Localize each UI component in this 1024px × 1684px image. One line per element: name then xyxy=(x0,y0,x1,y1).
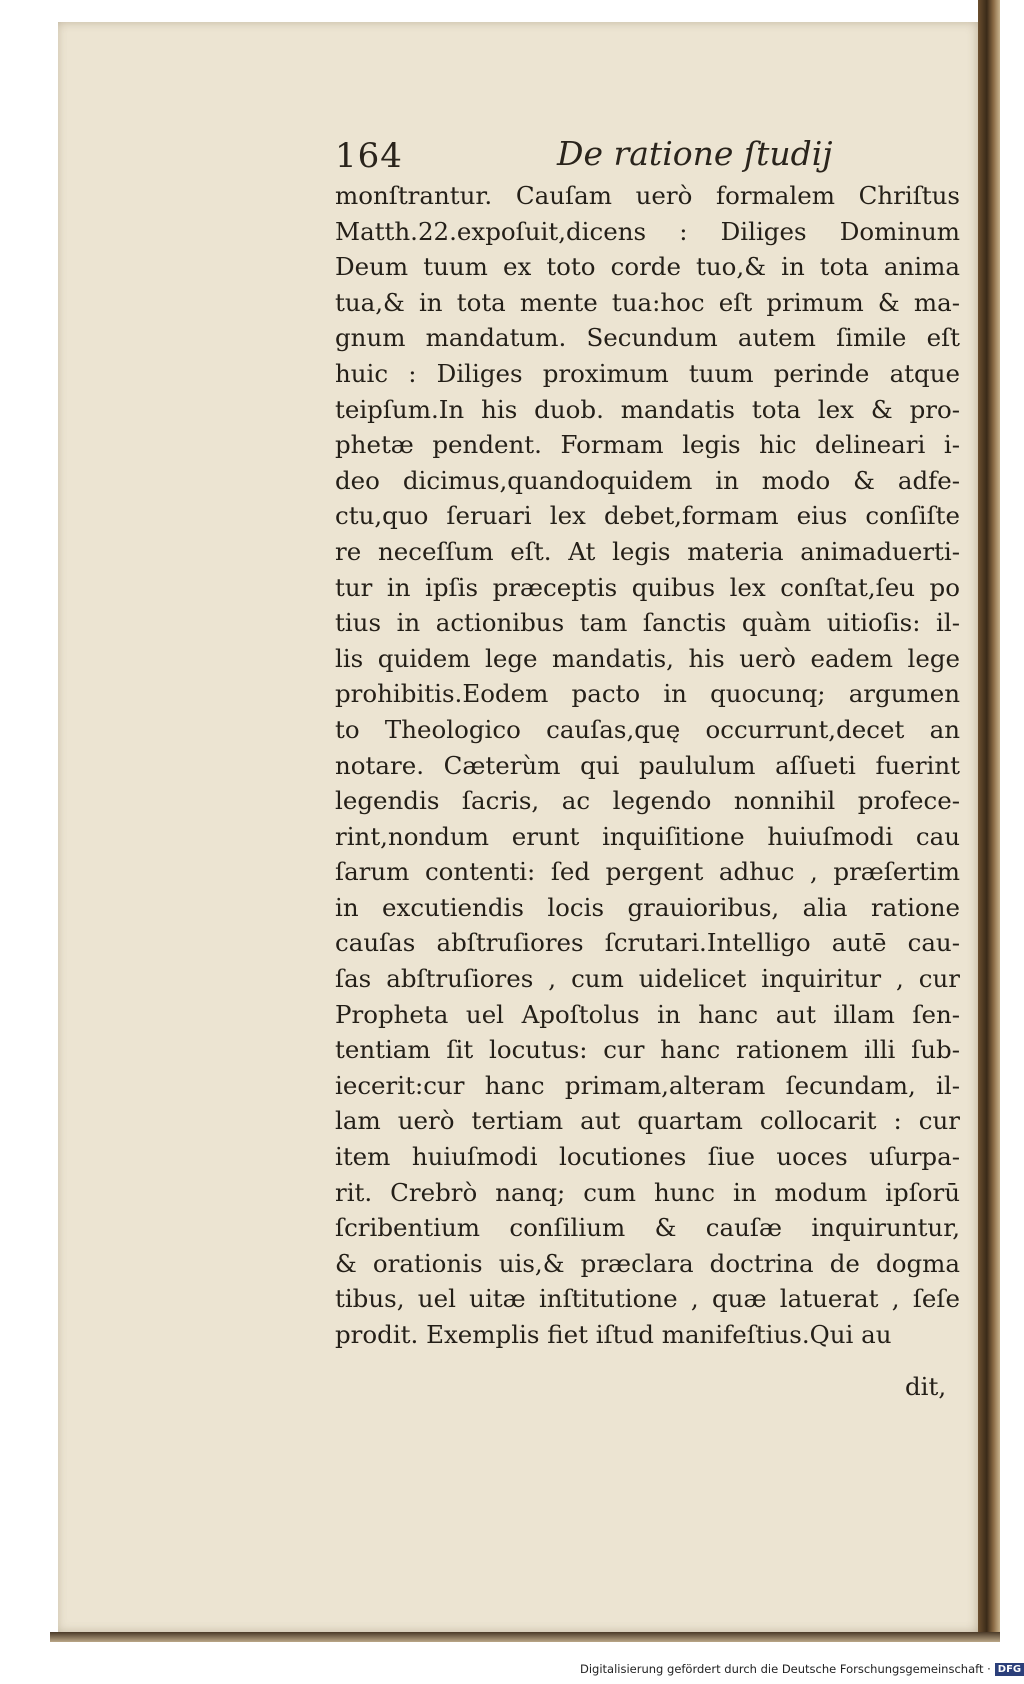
running-title: De ratione ſtudij xyxy=(557,134,833,173)
text-line: notare. Cæterùm qui paululum aſſueti fuerint xyxy=(335,750,960,780)
text-line: prodit. Exemplis fiet iſtud manifeſtius.Qui au xyxy=(335,1320,892,1349)
page-bottom-edge xyxy=(50,1632,1000,1642)
text-line: ſarum contenti: ſed pergent adhuc , præſertim xyxy=(335,857,960,887)
text-line: iecerit:cur hanc primam,alteram ſecundam, il- xyxy=(335,1070,960,1100)
text-line: huic : Diliges proximum tuum perinde atque xyxy=(335,358,960,388)
text-line: prohibitis.Eodem pacto in quocunq; argumen xyxy=(335,679,960,709)
text-line: monſtrantur. Cauſam uerò formalem Chriſtus xyxy=(335,181,960,210)
text-line: ctu,quo ſeruari lex debet,formam eius conſiſte xyxy=(335,501,960,531)
text-line: item huiuſmodi locutiones ſiue uoces uſurpa- xyxy=(335,1142,960,1172)
text-line: tua,& in tota mente tua:hoc eſt primum & ma- xyxy=(335,287,960,317)
body-text xyxy=(335,178,960,1353)
text-line: lis quidem lege mandatis, his uerò eadem lege xyxy=(335,643,960,673)
text-line: deo dicimus,quandoquidem in modo & adfe- xyxy=(335,465,960,495)
text-line: Deum tuum ex toto corde tuo,& in tota anima xyxy=(335,252,960,282)
text-line: legendis ſacris, ac legendo nonnihil profece- xyxy=(335,786,960,816)
page-number: 164 xyxy=(335,136,403,176)
text-line: rint,nondum erunt inquiſitione huiuſmodi cau xyxy=(335,821,960,851)
text-line: & orationis uis,& præclara doctrina de dogma xyxy=(335,1248,960,1278)
text-line: re neceſſum eſt. At legis materia animaduerti- xyxy=(335,536,960,566)
catchword: dit, xyxy=(905,1372,947,1401)
text-line: Propheta uel Apoſtolus in hanc aut illam ſen- xyxy=(335,999,960,1029)
digitization-credit xyxy=(580,1662,1024,1676)
text-line: phetæ pendent. Formam legis hic delineari i- xyxy=(335,430,960,460)
text-line: ſas abſtruſiores , cum uidelicet inquiritur , cur xyxy=(335,964,960,994)
text-line: lam uerò tertiam aut quartam collocarit : cur xyxy=(335,1106,960,1136)
text-line: tentiam ſit locutus: cur hanc rationem illi ſub- xyxy=(335,1035,960,1065)
book-spine-edge xyxy=(978,0,1000,1640)
text-line: Matth.22.expoſuit,dicens : Diliges Dominum xyxy=(335,216,960,246)
text-line: gnum mandatum. Secundum autem ſimile eſt xyxy=(335,323,960,353)
text-line: tius in actionibus tam ſanctis quàm uitioſis: il- xyxy=(335,608,960,638)
credit-text: Digitalisierung gefördert durch die Deutsche Forschungsgemeinschaft · xyxy=(580,1662,991,1676)
text-line: tibus, uel uitæ inſtitutione , quæ latuerat , ſeſe xyxy=(335,1284,960,1314)
text-line: teipſum.In his duob. mandatis tota lex & pro- xyxy=(335,394,960,424)
text-line: rit. Crebrò nanq; cum hunc in modum ipſorū xyxy=(335,1177,960,1207)
text-line: in excutiendis locis grauioribus, alia ratione xyxy=(335,892,960,922)
text-line: ſcribentium conſilium & cauſæ inquiruntur, xyxy=(335,1213,960,1243)
text-line: tur in ipſis præceptis quibus lex conſtat,ſeu po xyxy=(335,572,960,602)
text-line: to Theologico cauſas,quę occurrunt,decet an xyxy=(335,714,960,744)
dfg-logo: DFG xyxy=(995,1663,1024,1676)
text-line: cauſas abſtruſiores ſcrutari.Intelligo autē cau- xyxy=(335,928,960,958)
